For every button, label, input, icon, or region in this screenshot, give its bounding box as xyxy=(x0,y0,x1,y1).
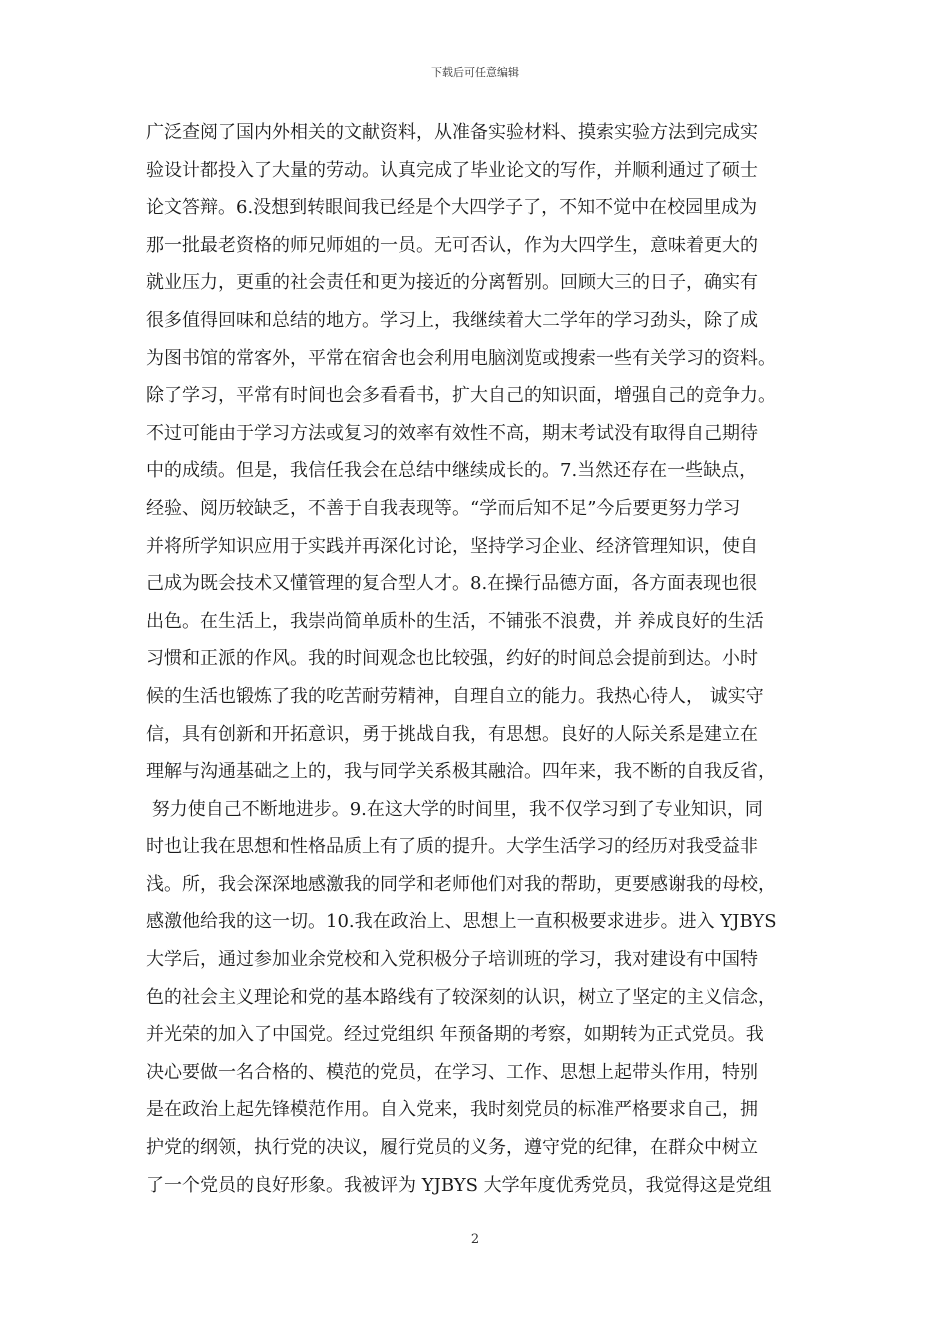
page-number: 2 xyxy=(470,1232,480,1247)
body-line: 并光荣的加入了中国党。经过党组织 年预备期的考察，如期转为正式党员。我 xyxy=(146,1024,764,1046)
body-line: 不过可能由于学习方法或复习的效率有效性不高，期末考试没有取得自己期待 xyxy=(146,422,758,444)
body-line: 护党的纲领，执行党的决议，履行党员的义务，遵守党的纪律，在群众中树立 xyxy=(146,1137,758,1159)
body-line: 感激他给我的这一切。10.我在政治上、思想上一直积极要求进步。进入 YJBYS xyxy=(146,911,777,933)
body-line: 习惯和正派的作风。我的时间观念也比较强，约好的时间总会提前到达。小时 xyxy=(146,648,758,670)
body-line: 候的生活也锻炼了我的吃苦耐劳精神，自理自立的能力。我热心待人， 诚实守 xyxy=(146,685,764,707)
page-header: 下载后可任意编辑 xyxy=(431,66,519,79)
body-line: 是在政治上起先锋模范作用。自入党来，我时刻党员的标准严格要求自己，拥 xyxy=(146,1099,758,1121)
body-line: 浅。所，我会深深地感激我的同学和老师他们对我的帮助，更要感谢我的母校， xyxy=(146,873,776,895)
body-line: 验设计都投入了大量的劳动。认真完成了毕业论文的写作，并顺利通过了硕士 xyxy=(146,159,758,181)
body-line: 信，具有创新和开拓意识，勇于挑战自我，有思想。良好的人际关系是建立在 xyxy=(146,723,758,745)
body-line: 时也让我在思想和性格品质上有了质的提升。大学生活学习的经历对我受益非 xyxy=(146,836,758,858)
body-line: 己成为既会技术又懂管理的复合型人才。8.在操行品德方面，各方面表现也很 xyxy=(146,573,758,595)
body-line: 广泛查阅了国内外相关的文献资料，从准备实验材料、摸索实验方法到完成实 xyxy=(146,122,758,143)
body-line: 色的社会主义理论和党的基本路线有了较深刻的认识，树立了坚定的主义信念， xyxy=(146,986,776,1008)
body-line: 中的成绩。但是，我信任我会在总结中继续成长的。7.当然还存在一些缺点， xyxy=(146,460,758,482)
document-body xyxy=(146,114,806,1204)
body-line: 很多值得回味和总结的地方。学习上，我继续着大二学年的学习劲头，除了成 xyxy=(146,309,758,331)
body-line: 为图书馆的常客外，平常在宿舍也会利用电脑浏览或搜索一些有关学习的资料。 xyxy=(146,347,776,369)
body-line: 经验、阅历较缺乏，不善于自我表现等。“学而后知不足”今后要更努力学习 xyxy=(146,497,741,519)
body-line: 大学后，通过参加业余党校和入党积极分子培训班的学习，我对建设有中国特 xyxy=(146,949,758,971)
body-line: 理解与沟通基础之上的，我与同学关系极其融洽。四年来，我不断的自我反省， xyxy=(146,761,776,783)
body-line: 出色。在生活上，我崇尚简单质朴的生活，不铺张不浪费，并 养成良好的生活 xyxy=(146,610,764,632)
body-line: 论文答辩。6.没想到转眼间我已经是个大四学子了，不知不觉中在校园里成为 xyxy=(146,197,758,219)
body-line: 那一批最老资格的师兄师姐的一员。无可否认，作为大四学生，意味着更大的 xyxy=(146,234,758,256)
body-line: 就业压力，更重的社会责任和更为接近的分离暂别。回顾大三的日子，确实有 xyxy=(146,272,758,294)
body-line: 努力使自己不断地进步。9.在这大学的时间里，我不仅学习到了专业知识，同 xyxy=(146,798,763,820)
body-line: 了一个党员的良好形象。我被评为 YJBYS 大学年度优秀党员，我觉得这是党组 xyxy=(146,1174,772,1196)
body-line: 除了学习，平常有时间也会多看看书，扩大自己的知识面，增强自己的竞争力。 xyxy=(146,385,776,407)
body-line: 决心要做一名合格的、模范的党员，在学习、工作、思想上起带头作用，特别 xyxy=(146,1061,758,1083)
body-line: 并将所学知识应用于实践并再深化讨论，坚持学习企业、经济管理知识，使自 xyxy=(146,535,758,557)
